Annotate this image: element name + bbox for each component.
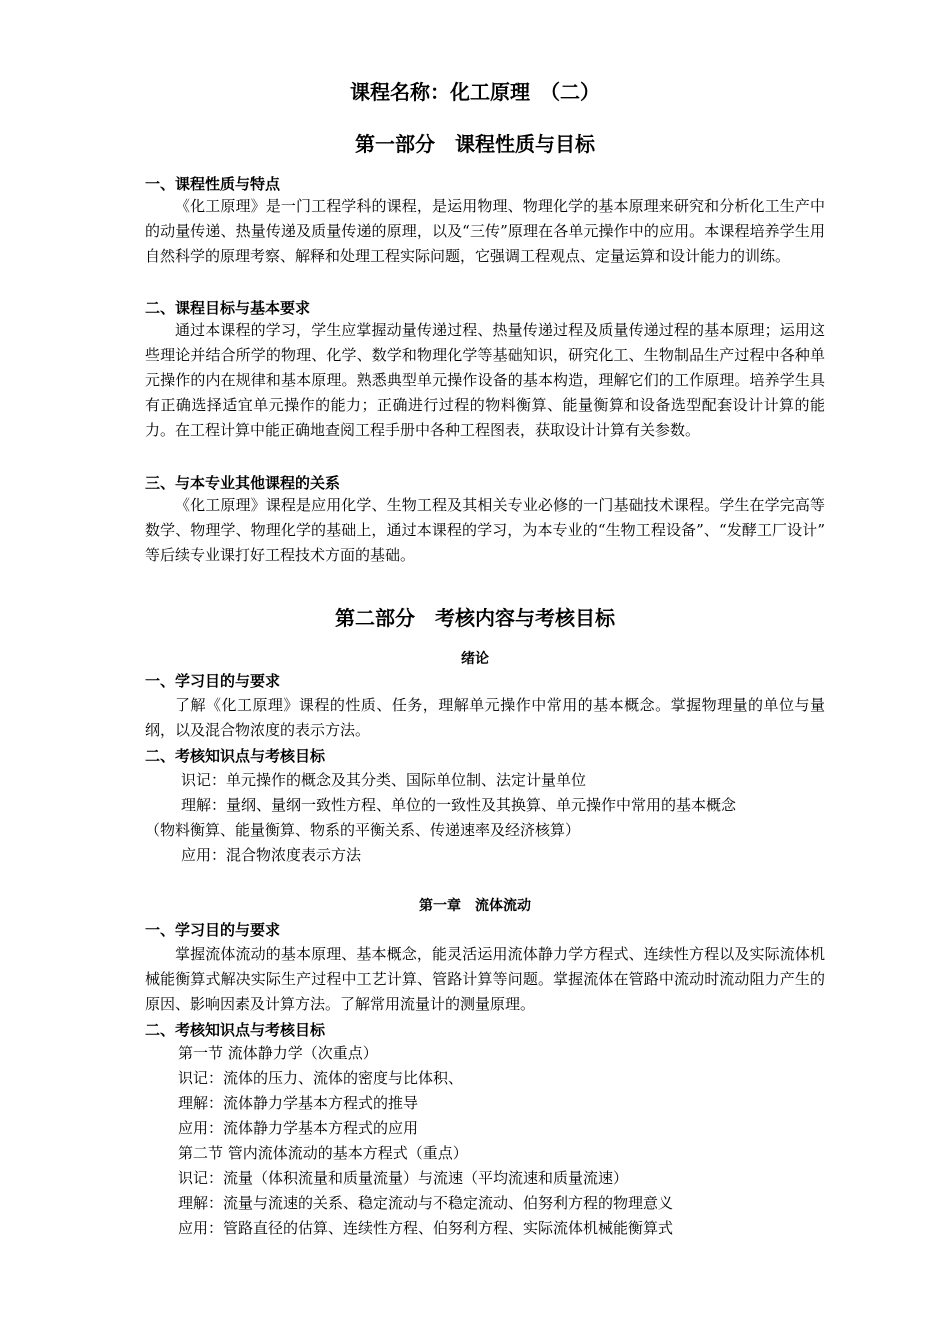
intro-heading-2: 二、考核知识点与考核目标: [145, 747, 326, 765]
chapter1-line: 应用：流体静力学基本方程式的应用: [178, 1119, 419, 1137]
part1-section2-body: 通过本课程的学习，学生应掌握动量传递过程、热量传递过程及质量传递过程的基本原理；运用这些理论并结合所学的物理、化学、数学和物理化学等基础知识，研究化工、生物制品生产过程中各种单元操作的内在规律和基本原理。熟悉典型单元操作设备的基本构造，理解它们的工作原理。培养学生具有正确选择适宜单元操作的能力；正确进行过程的物料衡算、能量衡算和设备选型配套设计计算的能力。在工程计算中能正确地查阅工程手册中各种工程图表，获取设计计算有关参数。: [145, 321, 825, 439]
chapter1-heading-2: 二、考核知识点与考核目标: [145, 1021, 326, 1039]
intro-body-1: 了解《化工原理》课程的性质、任务，理解单元操作中常用的基本概念。掌握物理量的单位与量纲，以及混合物浓度的表示方法。: [145, 696, 825, 739]
intro-understand-1: 理解：量纲、量纲一致性方程、单位的一致性及其换算、单元操作中常用的基本概念: [181, 796, 737, 814]
part1-section1-body: 《化工原理》是一门工程学科的课程，是运用物理、物理化学的基本原理来研究和分析化工生产中的动量传递、热量传递及质量传递的原理，以及“三传”原理在各单元操作中的应用。本课程培养学生用自然科学的原理考察、解释和处理工程实际问题，它强调工程观点、定量运算和设计能力的训练。: [145, 197, 825, 265]
chapter1-line: 第二节 管内流体流动的基本方程式（重点）: [178, 1144, 468, 1162]
part1-section2-heading: 二、课程目标与基本要求: [145, 299, 311, 317]
part1-title: 第一部分 课程性质与目标: [355, 132, 595, 156]
chapter1-body-1: 掌握流体流动的基本原理、基本概念，能灵活运用流体静力学方程式、连续性方程以及实际流体机械能衡算式解决实际生产过程中工艺计算、管路计算等问题。掌握流体在管路中流动时流动阻力产生的原因、影响因素及计算方法。了解常用流量计的测量原理。: [145, 945, 825, 1013]
chapter1-line: 识记：流量（体积流量和质量流量）与流速（平均流速和质量流速）: [178, 1169, 629, 1187]
chapter1-line: 理解：流量与流速的关系、稳定流动与不稳定流动、伯努利方程的物理意义: [178, 1194, 674, 1212]
part1-section3-body: 《化工原理》课程是应用化学、生物工程及其相关专业必修的一门基础技术课程。学生在学完高等数学、物理学、物理化学的基础上，通过本课程的学习，为本专业的“生物工程设备”、“发酵工厂设计” 等后续专业课打好工程技术方面的基础。: [145, 496, 841, 564]
part1-section3-heading: 三、与本专业其他课程的关系: [145, 474, 341, 492]
chapter1-line: 应用：管路直径的估算、连续性方程、伯努利方程、实际流体机械能衡算式: [178, 1219, 674, 1237]
part1-section1-heading: 一、课程性质与特点: [145, 175, 281, 193]
chapter1-line: 识记：流体的压力、流体的密度与比体积、: [178, 1069, 464, 1087]
chapter1-line: 第一节 流体静力学（次重点）: [178, 1044, 378, 1062]
intro-understand-2: （物料衡算、能量衡算、物系的平衡关系、传递速率及经济核算）: [145, 821, 581, 839]
part2-title: 第二部分 考核内容与考核目标: [335, 606, 615, 630]
intro-apply: 应用：混合物浓度表示方法: [181, 846, 362, 864]
intro-heading-1: 一、学习目的与要求: [145, 672, 281, 690]
chapter1-heading-1: 一、学习目的与要求: [145, 921, 281, 939]
chapter1-title: 第一章 流体流动: [419, 898, 531, 914]
course-title: 课程名称：化工原理 （二）: [350, 80, 600, 104]
intro-title: 绪论: [461, 651, 489, 667]
intro-recall: 识记：单元操作的概念及其分类、国际单位制、法定计量单位: [181, 771, 587, 789]
chapter1-line: 理解：流体静力学基本方程式的推导: [178, 1094, 419, 1112]
